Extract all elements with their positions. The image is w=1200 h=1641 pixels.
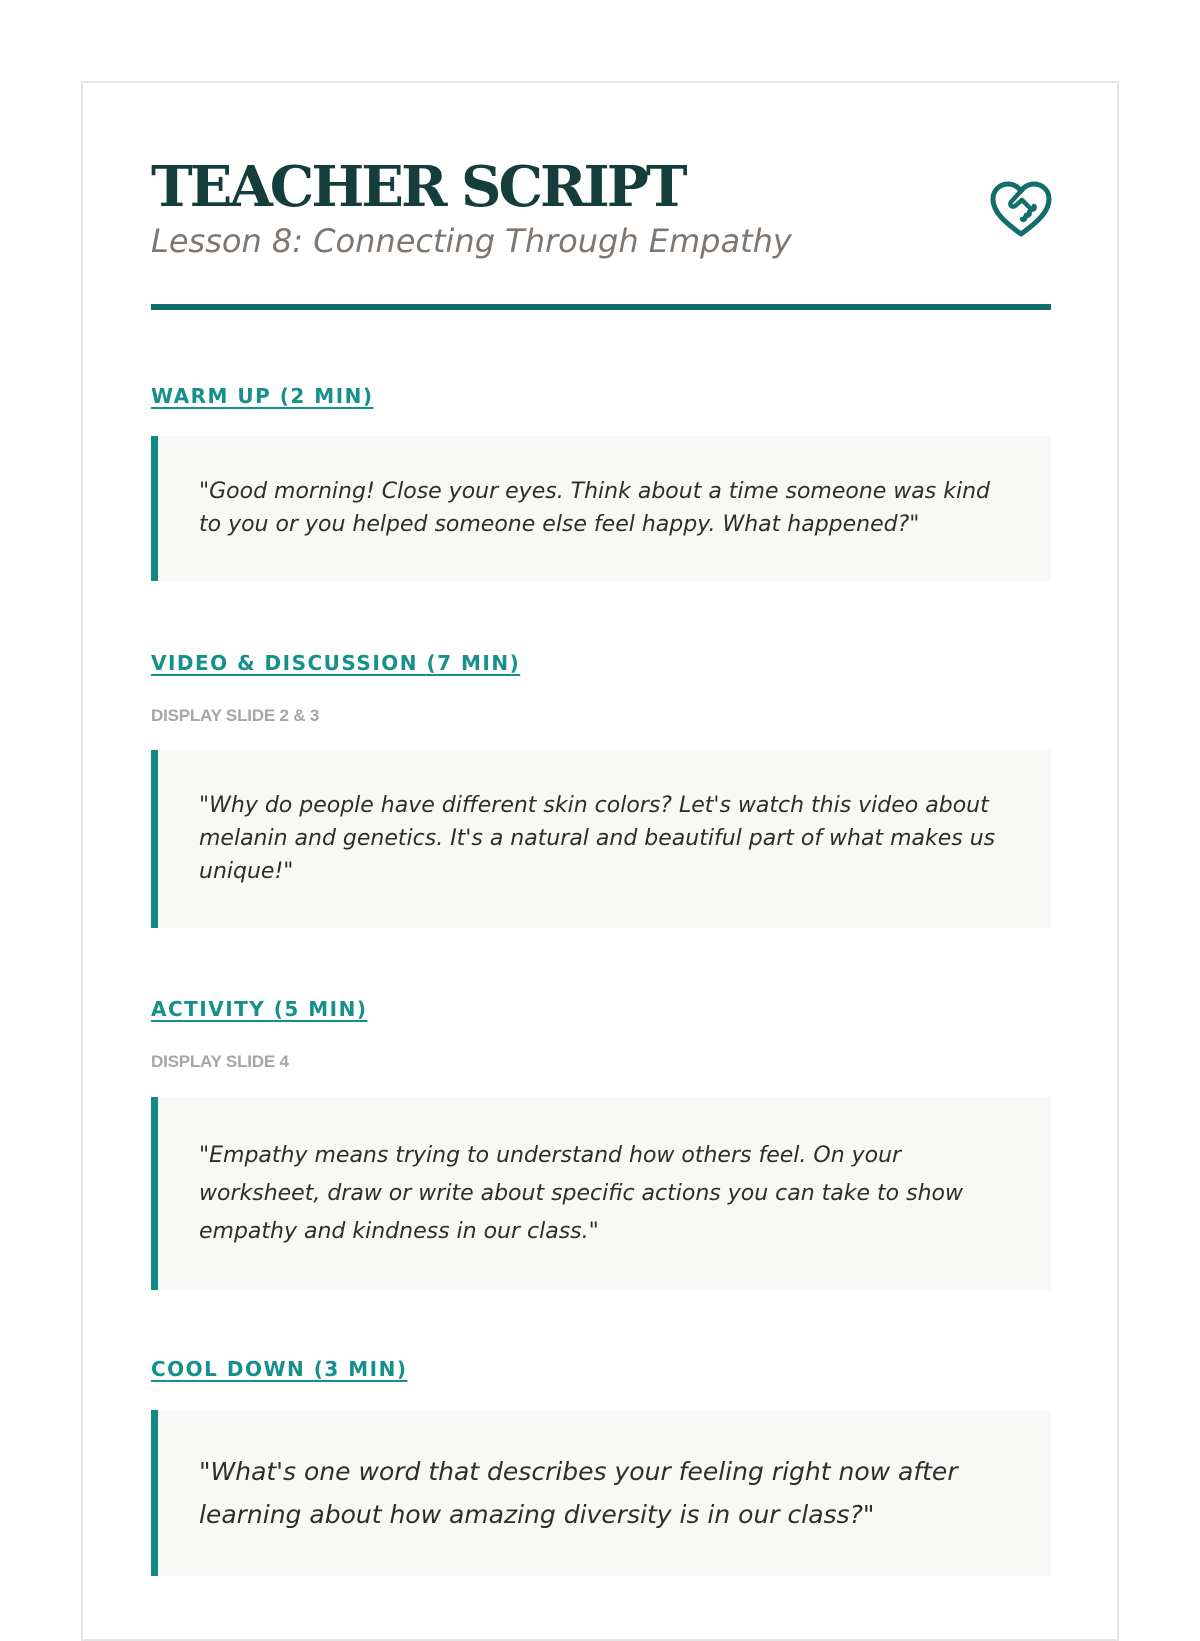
page-title: TEACHER SCRIPT: [151, 154, 685, 220]
quote-text-activity: "Empathy means trying to understand how others feel. On your worksheet, draw or write about specific actions you can take to show empathy and kindness in our class.": [199, 1143, 963, 1244]
quote-box-activity: [151, 1097, 1051, 1290]
quote-box-video-discussion: [151, 750, 1051, 928]
teacher-script-page: [81, 81, 1119, 1641]
slide-note-video-discussion: DISPLAY SLIDE 2 & 3: [151, 706, 320, 725]
section-heading-video-discussion: VIDEO & DISCUSSION (7 MIN): [151, 651, 521, 675]
quote-text-cool-down: "What's one word that describes your feeling right now after learning about how amazing diversity is in our class?": [199, 1457, 958, 1529]
section-heading-activity: ACTIVITY (5 MIN): [151, 997, 368, 1021]
lesson-subtitle: Lesson 8: Connecting Through Empathy: [151, 222, 792, 260]
quote-box-warm-up: [151, 436, 1051, 581]
slide-note-activity: DISPLAY SLIDE 4: [151, 1052, 289, 1071]
section-heading-warm-up: WARM UP (2 MIN): [151, 384, 374, 408]
section-heading-cool-down: COOL DOWN (3 MIN): [151, 1357, 408, 1381]
quote-box-cool-down: [151, 1410, 1051, 1576]
header-divider: [151, 304, 1051, 310]
heart-handshake-icon: [989, 179, 1053, 239]
quote-text-warm-up: "Good morning! Close your eyes. Think about a time someone was kind to you or you helped someone else feel happy. What happened?": [199, 479, 991, 537]
quote-text-video-discussion: "Why do people have different skin colors? Let's watch this video about melanin and genetics. It's a natural and beautiful part of what makes us unique!": [199, 793, 996, 884]
